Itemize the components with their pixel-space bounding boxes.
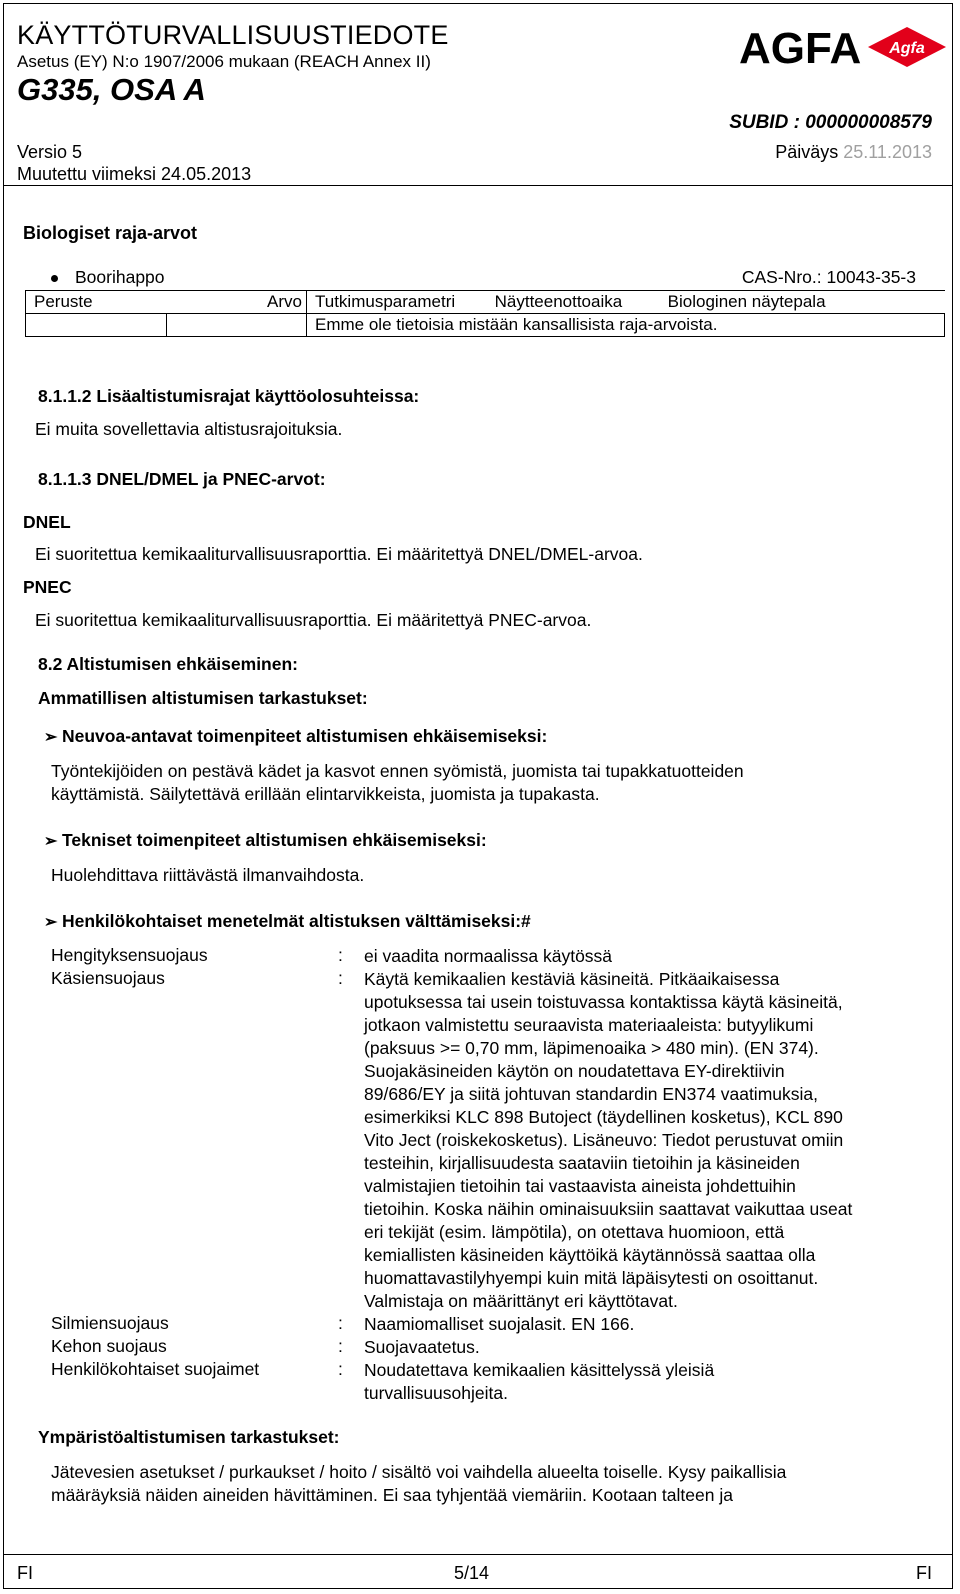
ppe-value-hands [364, 968, 852, 1313]
ppe-line: Käytä kemikaalien kestäviä käsineitä. Pitkäaikaisessa [364, 969, 780, 989]
ppe-line: (paksuus >= 0,70 mm, läpimenoaika > 480 min). (EN 374). [364, 1038, 819, 1058]
last-modified: Muutettu viimeksi 24.05.2013 [17, 164, 252, 184]
document-title: KÄYTTÖTURVALLISUUSTIEDOTE [17, 20, 449, 50]
pnec-label: PNEC [23, 577, 72, 597]
section-8112-text: Ei muita sovellettavia altistusrajoituksia. [35, 419, 343, 439]
ppe-label-body: Kehon suojaus [51, 1336, 167, 1356]
ppe-line: valmistajien tietoihin tai vastaavista aineista johdettuihin [364, 1176, 796, 1196]
col-rest [307, 291, 945, 314]
ppe-line: Valmistaja on määrittänyt eri käyttötavat. [364, 1291, 678, 1311]
footer-lang-left: FI [17, 1563, 33, 1583]
ppe-colon: : [338, 968, 343, 988]
section-8112-heading: 8.1.1.2 Lisäaltistumisrajat käyttöolosuhteissa: [38, 386, 420, 406]
ppe-line: 89/686/EY ja siitä johtuvan standardin EN374 vaatimuksia, [364, 1084, 818, 1104]
personal-heading-line [44, 911, 531, 932]
cell-empty [26, 314, 167, 337]
advice-heading: Neuvoa-antavat toimenpiteet altistumisen ehkäisemiseksi: [62, 726, 548, 746]
arrow-bullet-icon: ➢ [44, 833, 58, 850]
date-value: 25.11.2013 [843, 142, 932, 162]
arrow-bullet-icon: ➢ [44, 729, 58, 746]
issue-date [775, 142, 932, 163]
ppe-line: Noudatettava kemikaalien käsittelyssä yleisiä [364, 1360, 715, 1380]
ppe-line: eri tekijät (esim. lämpötila), on otettava huomioon, että [364, 1222, 785, 1242]
table-note: Emme ole tietoisia mistään kansallisista raja-arvoista. [307, 314, 945, 337]
substance-name: Boorihappo [75, 267, 165, 287]
env-line-2: määräyksiä näiden aineiden hävittäminen. Ei saa tyhjentää viemäriin. Kootaan talteen ja [51, 1485, 733, 1505]
agfa-logo-wordmark: AGFA [739, 24, 862, 72]
bullet-icon [51, 275, 58, 282]
footer-divider [4, 1554, 952, 1555]
footer-lang-right: FI [916, 1563, 932, 1583]
ppe-line: Suojakäsineiden käytön on noudatettava EY-direktiivin [364, 1061, 785, 1081]
ppe-line: turvallisuusohjeita. [364, 1383, 508, 1403]
date-label: Päiväys [775, 142, 839, 162]
ppe-line: huomattavastilyhyempi kuin mitä läpäisytesti on osoittanut. [364, 1268, 819, 1288]
col-arvo: Arvo [166, 291, 307, 314]
regulation-subtitle: Asetus (EY) N:o 1907/2006 mukaan (REACH Annex II) [17, 52, 431, 71]
occupational-heading: Ammatillisen altistumisen tarkastukset: [38, 688, 368, 708]
tech-heading: Tekniset toimenpiteet altistumisen ehkäisemiseksi: [62, 830, 487, 850]
env-line-1: Jätevesien asetukset / purkaukset / hoito / sisältö voi vaihdella alueelta toiselle. Kysy paikallisia [51, 1462, 787, 1482]
col-tutkimusparametri: Tutkimusparametri [315, 292, 456, 311]
table-row [26, 314, 945, 337]
ppe-label-personal: Henkilökohtaiset suojaimet [51, 1359, 260, 1379]
advice-line-2: käyttämistä. Säilytettävä erillään elintarvikkeista, juomista ja tupakasta. [51, 784, 600, 804]
cell-empty [166, 314, 307, 337]
ppe-label-respiratory: Hengityksensuojaus [51, 945, 208, 965]
ppe-line: Vito Ject (roiskekosketus). Lisäneuvo: Tiedot perustuvat omiin [364, 1130, 844, 1150]
ppe-line: jotkaon valmistettu seuraavista materiaaleista: butyylikumi [364, 1015, 814, 1035]
product-name: G335, OSA A [17, 72, 206, 107]
pnec-text: Ei suoritettua kemikaaliturvallisuusraporttia. Ei määritettyä PNEC-arvoa. [35, 610, 592, 630]
ppe-line: Naamiomalliset suojalasit. EN 166. [364, 1314, 635, 1334]
env-heading: Ympäristöaltistumisen tarkastukset: [38, 1427, 340, 1447]
agfa-logo [739, 22, 949, 72]
ppe-line: kemiallisten käsineiden käyttöikä käytännössä saattaa olla [364, 1245, 816, 1265]
ppe-line: ei vaadita normaalissa käytössä [364, 946, 613, 966]
ppe-colon: : [338, 945, 343, 965]
bio-limits-table [25, 290, 945, 337]
table-header-row [26, 291, 945, 314]
ppe-label-eyes: Silmiensuojaus [51, 1313, 169, 1333]
version: Versio 5 [17, 142, 83, 162]
col-biologinen-naytepala: Biologinen näytepala [667, 292, 826, 311]
ppe-line: esimerkiksi KLC 898 Butoject (täydellinen kosketus), KCL 890 [364, 1107, 843, 1127]
subid: SUBID : 000000008579 [729, 112, 932, 133]
section-8113-heading: 8.1.1.3 DNEL/DMEL ja PNEC-arvot: [38, 469, 326, 489]
cas-number: CAS-Nro.: 10043-35-3 [741, 267, 916, 287]
page-number: 5/14 [454, 1563, 490, 1583]
advice-heading-line [44, 726, 547, 747]
section-82-heading: 8.2 Altistumisen ehkäiseminen: [38, 654, 298, 674]
ppe-line: tietoihin. Koska näihin ominaisuuksiin saattavat vaikuttaa useat [364, 1199, 853, 1219]
ppe-value-eyes [364, 1313, 634, 1336]
ppe-colon: : [338, 1359, 343, 1379]
tech-heading-line [44, 830, 487, 851]
col-peruste: Peruste [26, 291, 167, 314]
personal-heading: Henkilökohtaiset menetelmät altistuksen välttämiseksi:# [62, 911, 531, 931]
advice-line-1: Työntekijöiden on pestävä kädet ja kasvot ennen syömistä, juomista tai tupakkatuotteiden [51, 761, 744, 781]
bio-heading: Biologiset raja-arvot [23, 223, 198, 243]
arrow-bullet-icon: ➢ [44, 914, 58, 931]
agfa-rhombus-icon [868, 27, 946, 67]
ppe-value-body [364, 1336, 480, 1359]
header-divider [4, 185, 952, 186]
col-naytteenottoaika: Näytteenottoaika [494, 292, 623, 311]
ppe-colon: : [338, 1336, 343, 1356]
substance-item [51, 267, 165, 288]
ppe-label-hands: Käsiensuojaus [51, 968, 165, 988]
ppe-value-respiratory [364, 945, 612, 968]
ppe-line: upotuksessa tai usein toistuvassa kontaktissa käytä käsineitä, [364, 992, 843, 1012]
dnel-text: Ei suoritettua kemikaaliturvallisuusraporttia. Ei määritettyä DNEL/DMEL-arvoa. [35, 544, 643, 564]
agfa-logo-mark-text: Agfa [889, 40, 925, 57]
ppe-colon: : [338, 1313, 343, 1333]
tech-text: Huolehdittava riittävästä ilmanvaihdosta. [51, 865, 365, 885]
dnel-label: DNEL [23, 512, 71, 532]
document-page [3, 3, 953, 1589]
ppe-line: testeihin, kirjallisuudesta saataviin tietoihin ja käsineiden [364, 1153, 800, 1173]
ppe-value-personal [364, 1359, 714, 1405]
ppe-line: Suojavaatetus. [364, 1337, 480, 1357]
